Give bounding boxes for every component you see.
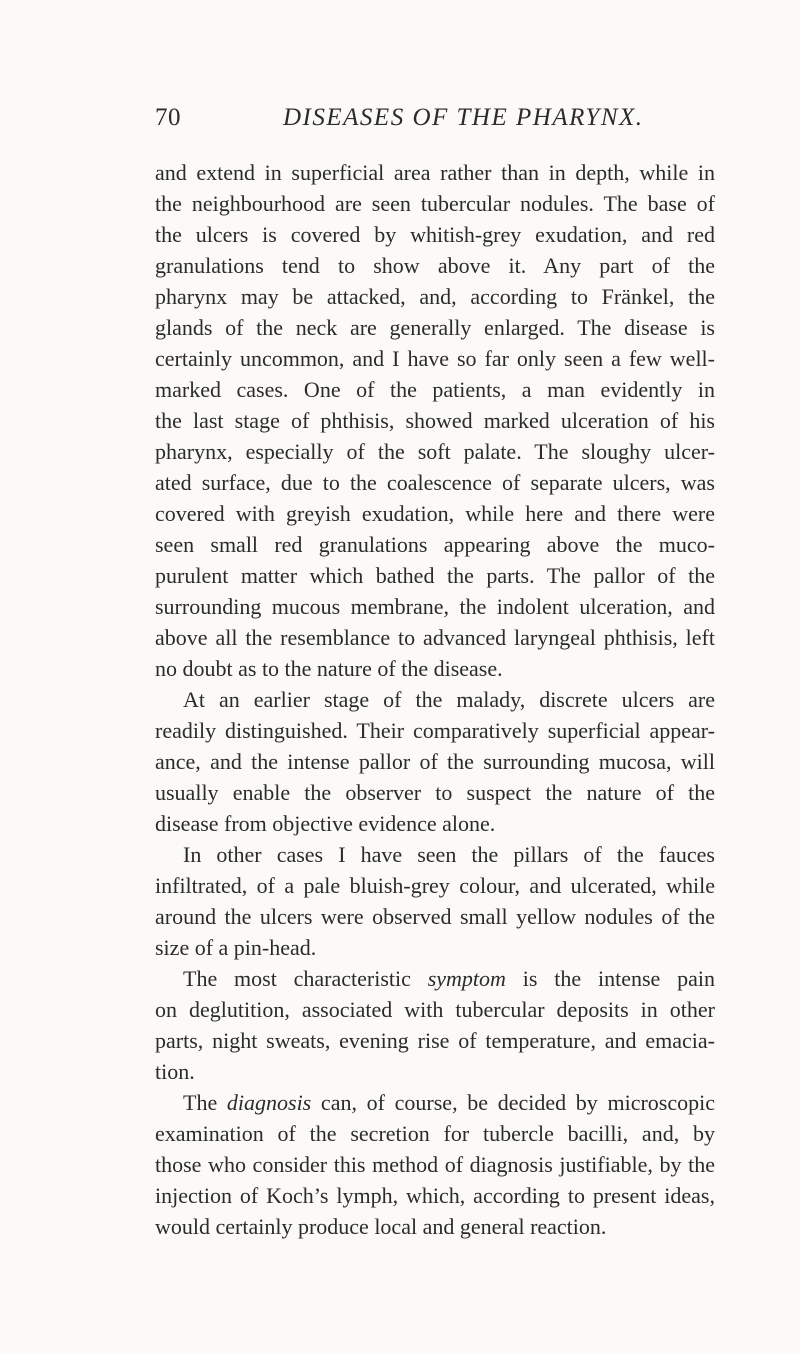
text-line: injection of Koch’s lymph, which, according to present ideas, bbox=[155, 1183, 715, 1208]
text-line: covered with greyish exudation, while here and there were bbox=[155, 501, 715, 526]
text-line: At an earlier stage of the malady, discrete ulcers are bbox=[183, 687, 715, 712]
text-run: The bbox=[183, 1090, 227, 1115]
running-title: DISEASES OF THE PHARYNX. bbox=[283, 104, 644, 131]
text-line: certainly uncommon, and I have so far only seen a few well- bbox=[155, 346, 715, 371]
text-line: pharynx may be attacked, and, according to Fränkel, the bbox=[155, 284, 715, 309]
text-line: and extend in superficial area rather than in depth, while in bbox=[155, 160, 715, 185]
text-line: the ulcers is covered by whitish-grey exudation, and red bbox=[155, 222, 715, 247]
text-line: seen small red granulations appearing above the muco- bbox=[155, 532, 715, 557]
text-line: around the ulcers were observed small yellow nodules of the bbox=[155, 904, 715, 929]
text-line: above all the resemblance to advanced laryngeal phthisis, left bbox=[155, 625, 715, 650]
text-line: marked cases. One of the patients, a man evidently in bbox=[155, 377, 715, 402]
text-line: tion. bbox=[155, 1059, 195, 1084]
text-run: can, of course, be decided by microscopic bbox=[311, 1090, 715, 1115]
text-line bbox=[155, 1087, 715, 1118]
text-line: size of a pin-head. bbox=[155, 935, 317, 960]
page-number: 70 bbox=[155, 104, 181, 131]
text-line: the last stage of phthisis, showed marked ulceration of his bbox=[155, 408, 715, 433]
text-line: ated surface, due to the coalescence of separate ulcers, was bbox=[155, 470, 715, 495]
text-line: purulent matter which bathed the parts. The pallor of the bbox=[155, 563, 715, 588]
text-run: The most characteristic bbox=[183, 966, 428, 991]
text-line: those who consider this method of diagnosis justifiable, by the bbox=[155, 1152, 715, 1177]
text-line: usually enable the observer to suspect the nature of the bbox=[155, 780, 715, 805]
text-line: the neighbourhood are seen tubercular nodules. The base of bbox=[155, 191, 715, 216]
italic-term-symptom: symptom bbox=[427, 966, 506, 991]
text-line: parts, night sweats, evening rise of temperature, and emacia- bbox=[155, 1028, 715, 1053]
text-line: ance, and the intense pallor of the surrounding mucosa, will bbox=[155, 749, 715, 774]
text-line: no doubt as to the nature of the disease. bbox=[155, 656, 503, 681]
text-line bbox=[155, 963, 715, 994]
body-text bbox=[155, 157, 715, 1242]
text-line: infiltrated, of a pale bluish-grey colour, and ulcerated, while bbox=[155, 873, 715, 898]
text-line: glands of the neck are generally enlarged. The disease is bbox=[155, 315, 715, 340]
text-line: pharynx, especially of the soft palate. The sloughy ulcer- bbox=[155, 439, 715, 464]
text-line: disease from objective evidence alone. bbox=[155, 811, 496, 836]
running-head bbox=[155, 104, 715, 138]
italic-term-diagnosis: diagnosis bbox=[226, 1090, 312, 1115]
text-line: would certainly produce local and general reaction. bbox=[155, 1214, 607, 1239]
text-line: examination of the secretion for tubercle bacilli, and, by bbox=[155, 1121, 715, 1146]
text-line: In other cases I have seen the pillars of the fauces bbox=[183, 842, 715, 867]
text-line: granulations tend to show above it. Any part of the bbox=[155, 253, 715, 278]
text-line: on deglutition, associated with tubercular deposits in other bbox=[155, 997, 715, 1022]
text-line: readily distinguished. Their comparatively superficial appear- bbox=[155, 718, 715, 743]
text-run: is the intense pain bbox=[505, 966, 715, 991]
text-line: surrounding mucous membrane, the indolent ulceration, and bbox=[155, 594, 715, 619]
